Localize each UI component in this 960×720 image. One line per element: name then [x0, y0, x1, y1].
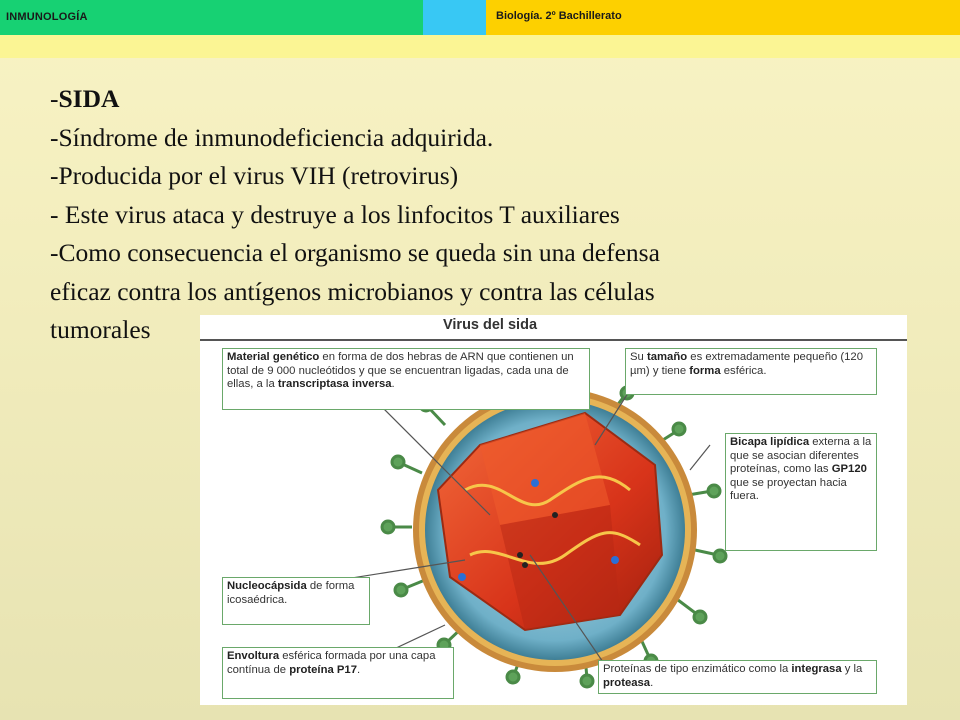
text-line: -SIDA	[50, 84, 120, 113]
label-nucleocapsida: Nucleocápsida de forma icosaédrica.	[222, 577, 370, 625]
sida-heading: SIDA	[58, 84, 120, 113]
figure-title: Virus del sida	[442, 317, 538, 333]
virus-figure	[200, 315, 907, 705]
label-proteinas-enzimaticas: Proteínas de tipo enzimático como la integrasa y la proteasa.	[598, 660, 877, 694]
header-bar	[0, 0, 960, 35]
text-line: eficaz contra los antígenos microbianos y contra las células	[50, 276, 655, 306]
header-cyan-segment	[423, 0, 486, 35]
text-line: -Como consecuencia el organismo se queda sin una defensa	[50, 238, 660, 267]
label-material-genetico: Material genético en forma de dos hebras de ARN que contienen un total de 9 000 nucleótidos y que se encuentran ligadas, cada una de ellas, a la transcriptasa inversa.	[222, 348, 590, 410]
label-envoltura: Envoltura esférica formada por una capa contínua de proteína P17.	[222, 647, 454, 699]
header-right-title: Biología. 2º Bachillerato	[496, 10, 622, 22]
label-bicapa-lipidica: Bicapa lipídica externa a la que se asocian diferentes proteínas, como las GP120 que se proyectan hacia fuera.	[725, 433, 877, 551]
header-left-title: INMUNOLOGÍA	[6, 11, 88, 23]
label-tamano: Su tamaño es extremadamente pequeño (120 µm) y tiene forma esférica.	[625, 348, 877, 395]
text-line: tumorales	[50, 315, 151, 344]
figure-title-rule	[200, 339, 907, 341]
text-line: -Síndrome de inmunodeficiencia adquirida.	[50, 122, 494, 152]
text-line: -Producida por el virus VIH (retrovirus)	[50, 161, 459, 190]
slide-text	[50, 80, 910, 350]
header-stripe	[0, 35, 960, 58]
text-line: - Este virus ataca y destruye a los linfocitos T auxiliares	[50, 199, 620, 229]
